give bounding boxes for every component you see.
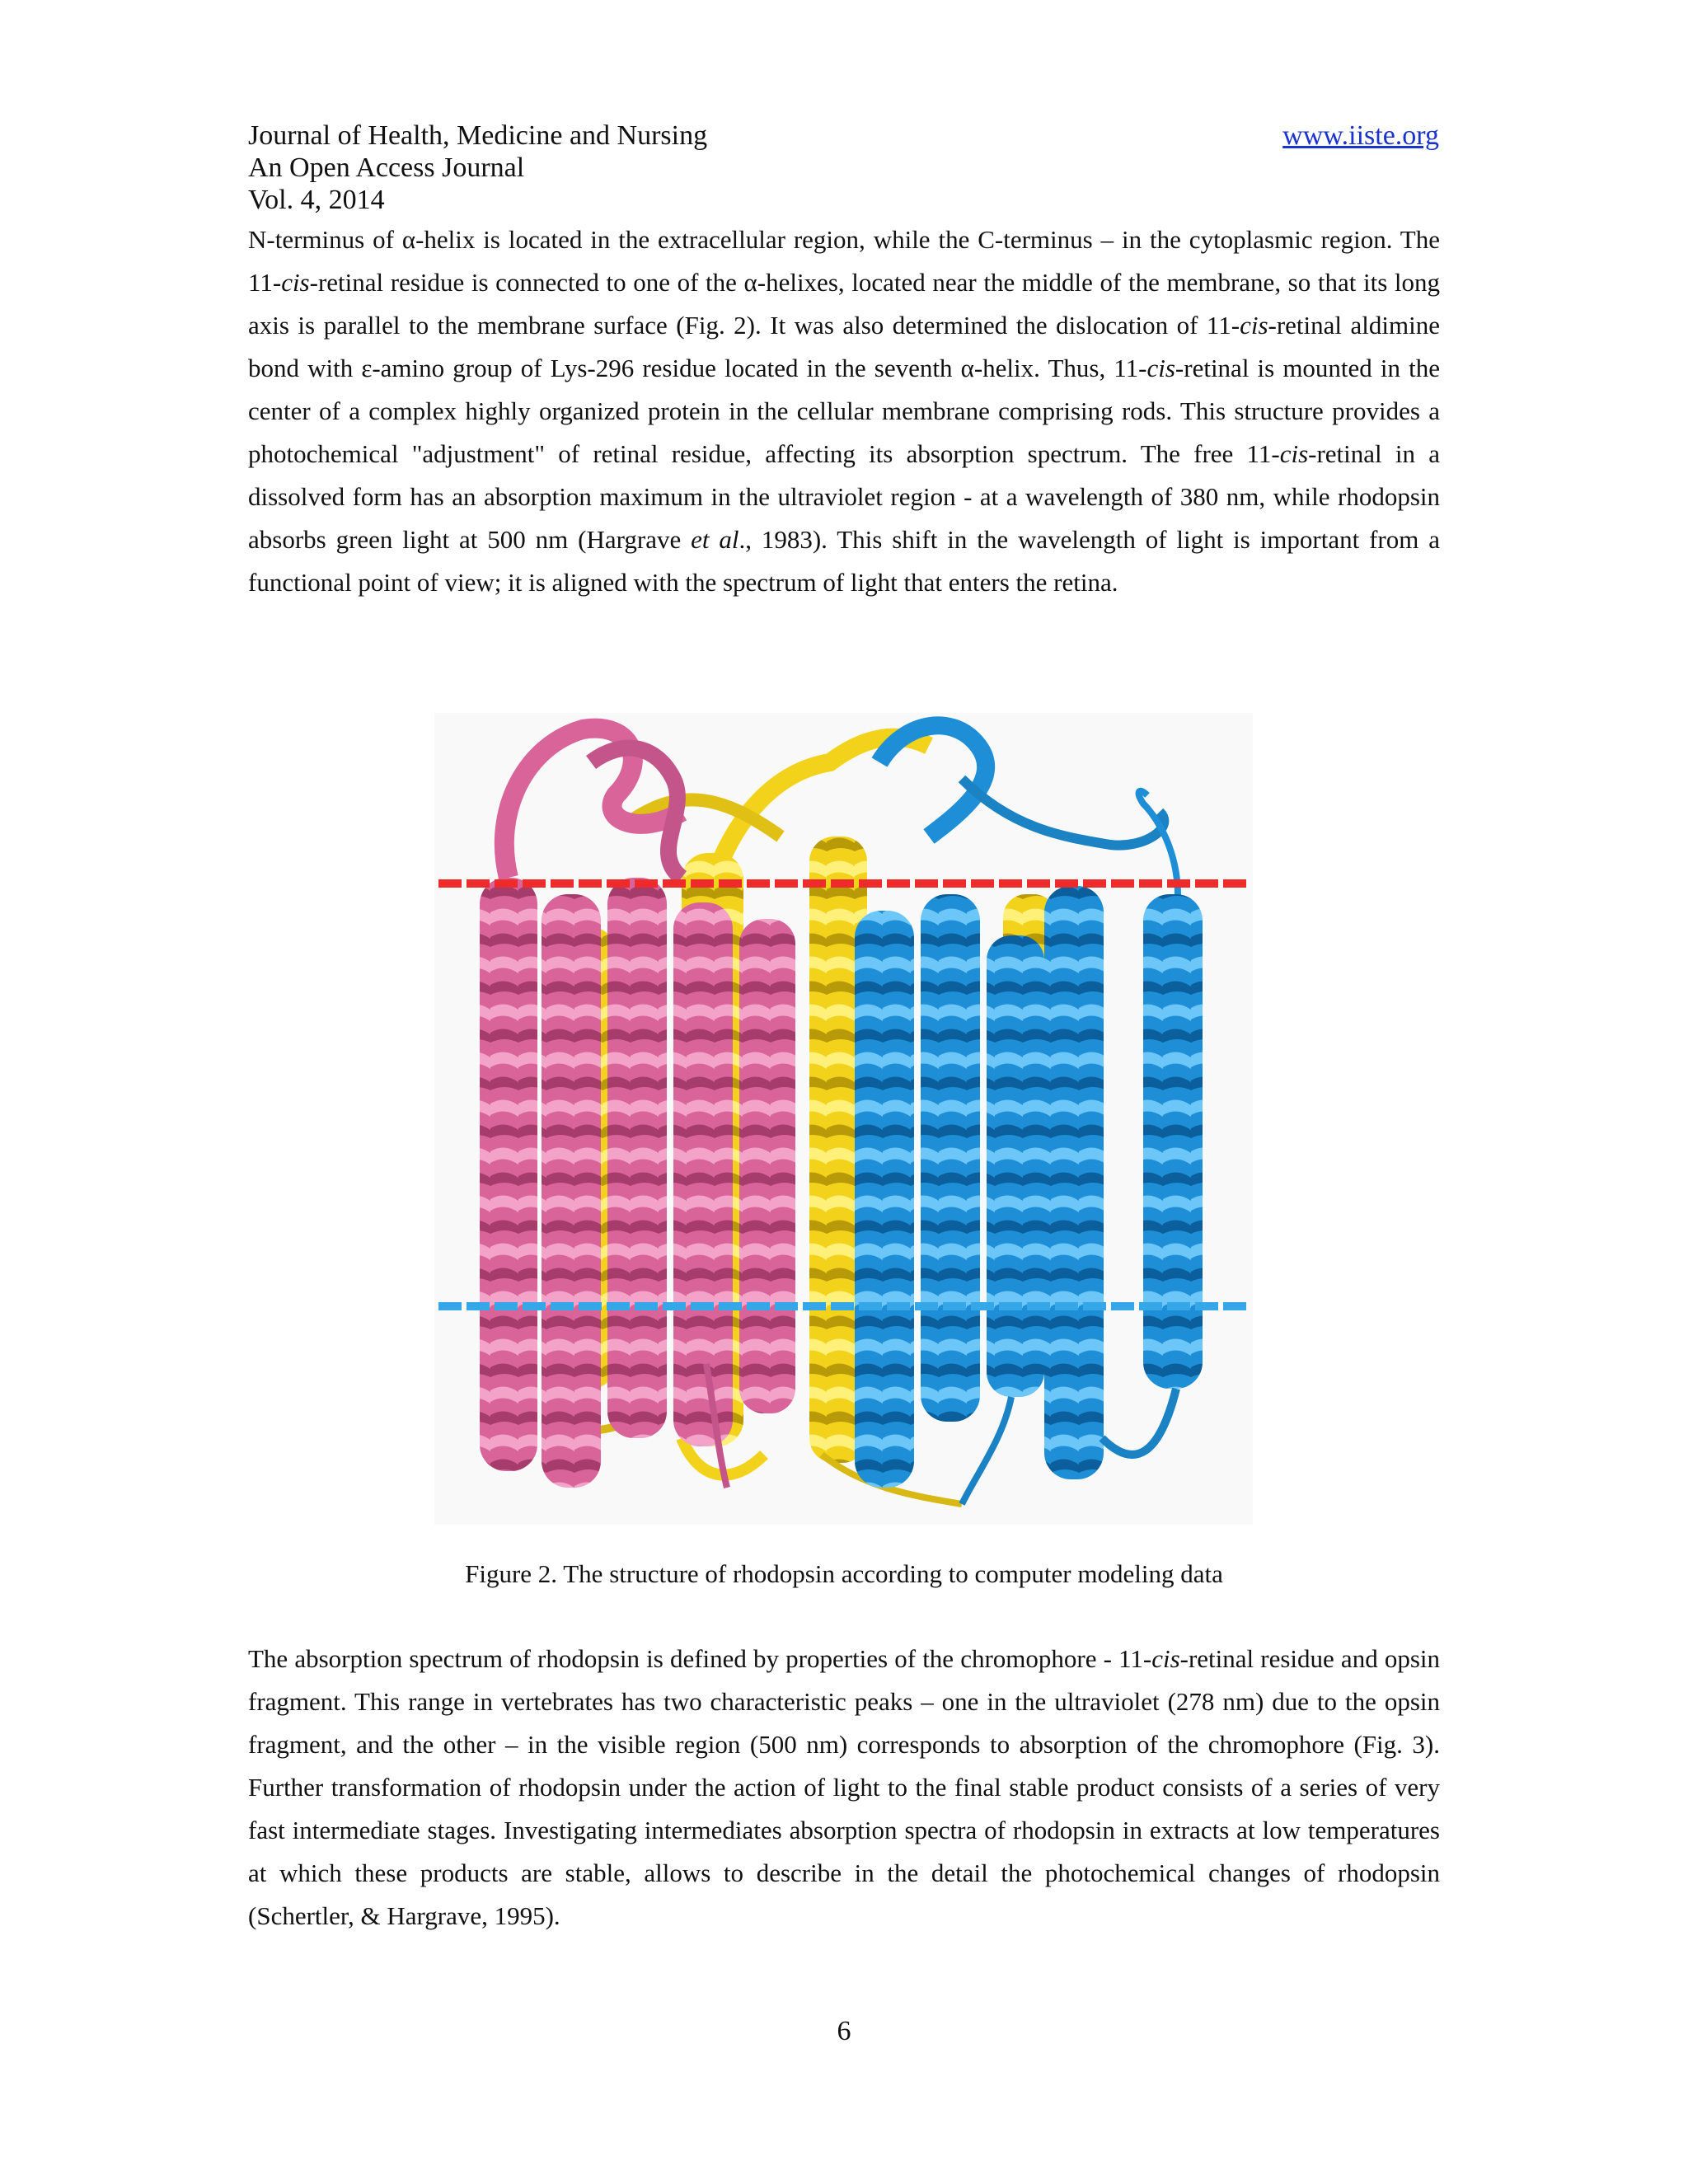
page-number: 6 <box>837 2016 851 2046</box>
rhodopsin-ribbon-image <box>434 713 1253 1525</box>
figure-caption: Figure 2. The structure of rhodopsin according to computer modeling data <box>465 1559 1223 1588</box>
journal-subtitle: An Open Access Journal <box>248 152 525 183</box>
rhodopsin-structure-figure <box>434 713 1253 1525</box>
journal-title: Journal of Health, Medicine and Nursing <box>248 120 708 151</box>
paragraph-2: The absorption spectrum of rhodopsin is defined by properties of the chromophore - 11-cis-retinal residue and opsin fragment. This range in vertebrates has two characteristic peaks – one in the ultraviolet (278 nm) due to the opsin fragment, and the other – in the visible region (500 nm) corresponds to absorption of the chromophore (Fig. 3). Further transformation of rhodopsin under the action of light to the final stable product consists of a series of very fast intermediate stages. Investigating intermediates absorption spectra of rhodopsin in extracts at low temperatures at which these products are stable, allows to describe in the detail the photochemical changes of rhodopsin (Schertler, & Hargrave, 1995). <box>248 1644 1440 1930</box>
paragraph-1: N-terminus of α-helix is located in the extracellular region, while the C-terminus – in the cytoplasmic region. The 11-cis-retinal residue is connected to one of the α-helixes, located near the middle of the membrane, so that its long axis is parallel to the membrane surface (Fig. 2). It was also determined the dislocation of 11-cis-retinal aldimine bond with ε-amino group of Lys-296 residue located in the seventh α-helix. Thus, 11-cis-retinal is mounted in the center of a complex highly organized protein in the cellular membrane comprising rods. This structure provides a photochemical "adjustment" of retinal residue, affecting its absorption spectrum. The free 11-cis-retinal in a dissolved form has an absorption maximum in the ultraviolet region - at a wavelength of 380 nm, while rhodopsin absorbs green light at 500 nm (Hargrave et al., 1983). This shift in the wavelength of light is important from a functional point of view; it is aligned with the spectrum of light that enters the retina. <box>248 225 1441 597</box>
journal-url-link[interactable]: www.iiste.org <box>1282 120 1439 151</box>
journal-volume: Vol. 4, 2014 <box>248 185 385 215</box>
